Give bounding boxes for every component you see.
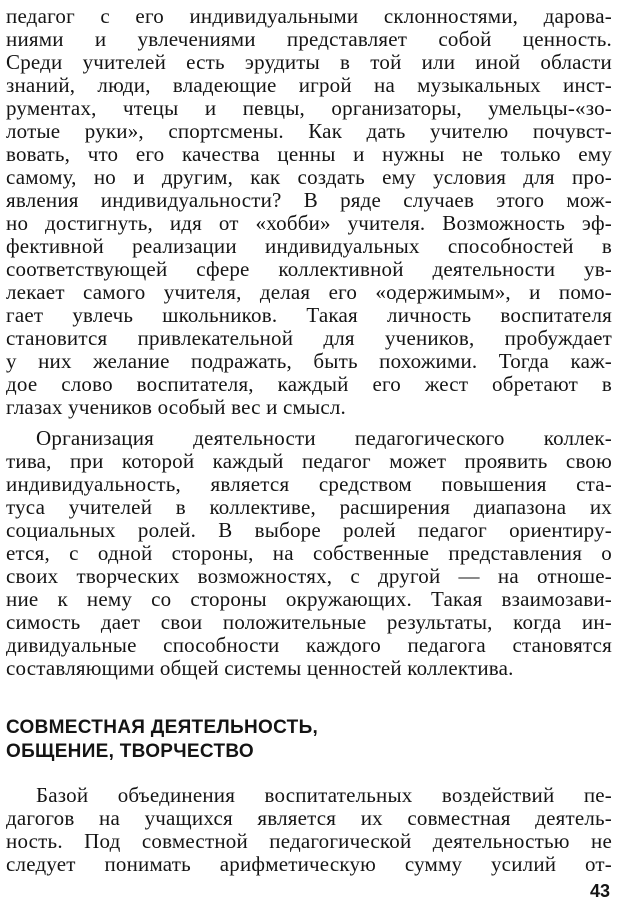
text-line: глазах учеников особый вес и смысл.: [6, 395, 346, 419]
text-line: дивидуальные способности каждого педагога становятся: [6, 633, 612, 657]
text-line: знаний, люди, владеющие игрой на музыкальных инст-: [6, 73, 612, 97]
text-line: симость дает свои положительные результаты, когда ин-: [6, 610, 612, 634]
text-line: вовать, что его качества ценны и нужны не только ему: [6, 142, 612, 166]
text-line: следует понимать арифметическую сумму усилий от-: [6, 852, 612, 876]
text-line: Среди учителей есть эрудиты в той или иной области: [6, 50, 612, 74]
text-line: рументах, чтецы и певцы, организаторы, умельцы-«зо-: [6, 96, 612, 120]
text-line: фективной реализации индивидуальных способностей в: [6, 234, 612, 258]
text-line: ние к нему со стороны окружающих. Такая взаимозави-: [6, 587, 612, 611]
text-line: социальных ролей. В выборе ролей педагог ориентиру-: [6, 518, 612, 542]
text-line: ниями и увлечениями представляет собой ценность.: [6, 27, 612, 51]
text-line: индивидуальность, является средством повышения ста-: [6, 472, 612, 496]
text-line: дое слово воспитателя, каждый его жест обретают в: [6, 372, 612, 396]
section-heading-line: СОВМЕСТНАЯ ДЕЯТЕЛЬНОСТЬ,: [6, 717, 319, 738]
text-line: Базой объединения воспитательных воздействий пе-: [36, 783, 612, 807]
text-line: но достигнуть, идя от «хобби» учителя. Возможность эф-: [6, 211, 612, 235]
text-line: становится привлекательной для учеников, пробуждает: [6, 326, 612, 350]
text-line: лотые руки», спортсмены. Как дать учителю почувст-: [6, 119, 612, 143]
text-line: дагогов на учащихся является их совместная деятель-: [6, 806, 612, 830]
text-line: у них желание подражать, быть похожими. Тогда каж-: [6, 349, 612, 373]
text-line: своих творческих возможностях, с другой — на отноше-: [6, 564, 612, 588]
text-line: составляющими общей системы ценностей коллектива.: [6, 656, 514, 680]
text-line: ность. Под совместной педагогической деятельностью не: [6, 829, 612, 853]
text-line: лекает самого учителя, делая его «одержимым», и помо-: [6, 280, 612, 304]
text-line: гает увлечь школьников. Такая личность воспитателя: [6, 303, 612, 327]
text-line: самому, но и другим, как создать ему условия для про-: [6, 165, 612, 189]
section-heading-line: ОБЩЕНИЕ, ТВОРЧЕСТВО: [6, 741, 254, 762]
text-line: ется, с одной стороны, на собственные представления о: [6, 541, 612, 565]
text-line: педагог с его индивидуальными склонностями, дарова-: [6, 4, 612, 28]
text-line: явления индивидуальности? В ряде случаев этого мож-: [6, 188, 612, 212]
text-line: Организация деятельности педагогического коллек-: [36, 426, 612, 450]
text-line: тива, при которой каждый педагог может проявить свою: [6, 449, 612, 473]
text-line: туса учителей в коллективе, расширения диапазона их: [6, 495, 612, 519]
text-line: соответствующей сфере коллективной деятельности ув-: [6, 257, 612, 281]
page-number: 43: [589, 881, 610, 901]
